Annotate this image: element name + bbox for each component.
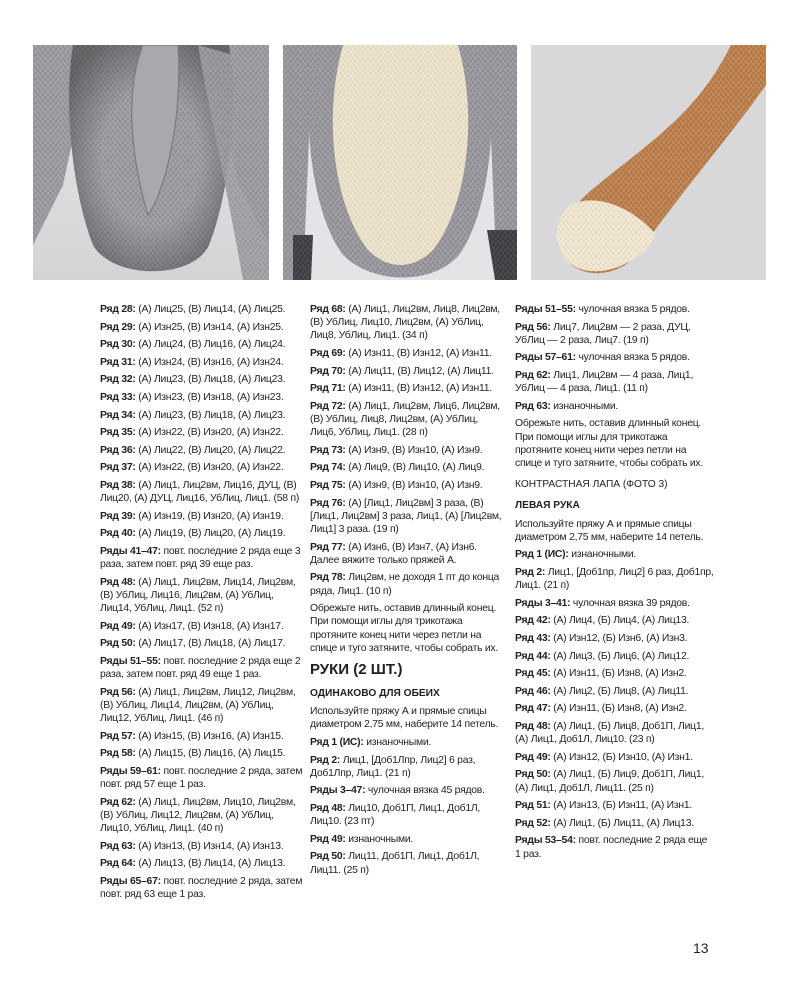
row-label: Ряд 49: <box>310 833 346 845</box>
row-text: Лиц11, Доб1П, Лиц1, Доб1Л, Лиц11. (25 п) <box>310 851 480 876</box>
row-label: Ряд 69: <box>310 348 346 359</box>
row-text: чулочная вязка 39 рядов. <box>570 597 690 609</box>
row-text: (А) Лиц3, (Б) Лиц6, (А) Лиц12. <box>550 650 690 662</box>
row-label: Ряд 48: <box>100 576 136 588</box>
row-label: Ряд 2: <box>515 566 546 578</box>
instruction-row <box>310 802 505 828</box>
row-text: повт. последние 2 ряда, затем повт. ряд 63 еще 1 раз. <box>100 875 303 901</box>
instruction-row <box>310 479 505 492</box>
row-text: повт. последние 2 ряда еще 3 раза, затем повт. ряд 39 еще раз. <box>100 545 301 571</box>
instruction-row <box>515 751 715 764</box>
row-label: Ряд 72: <box>310 400 346 412</box>
row-text: (А) Лиц25, (В) Лиц14, (А) Лиц25. <box>135 304 286 315</box>
row-label: Ряд 2: <box>310 754 341 766</box>
row-label: Ряд 58: <box>100 748 136 760</box>
instruction-row <box>515 369 715 395</box>
row-text: (А) Лиц1, Лиц2вм, Лиц6, Лиц2вм, (В) УбЛиц, Лиц8, Лиц2вм, (А) УбЛиц, Лиц6, УбЛиц, Лиц1. (28 п) <box>310 400 500 439</box>
row-label: Ряд 64: <box>100 858 136 870</box>
row-text: (А) Лиц17, (В) Лиц18, (А) Лиц17. <box>135 638 286 650</box>
instruction-row <box>310 754 505 780</box>
row-label: Ряд 30: <box>100 339 136 351</box>
row-text: (А) Изн11, (Б) Изн8, (А) Изн2. <box>550 668 687 680</box>
instruction-row <box>310 602 505 655</box>
row-label: Ряд 39: <box>100 510 136 522</box>
row-text: (А) Лиц2, (Б) Лиц8, (А) Лиц11. <box>550 685 689 697</box>
row-label: Ряд 33: <box>100 391 136 403</box>
row-label: Ряд 52: <box>515 817 551 829</box>
instruction-row <box>100 620 305 633</box>
row-text: (А) Изн15, (В) Изн16, (А) Изн15. <box>135 730 284 742</box>
row-label: Ряд 62: <box>515 369 551 381</box>
row-text: (А) Изн13, (В) Изн14, (А) Изн13. <box>135 840 284 852</box>
instruction-row <box>515 702 715 715</box>
instruction-row <box>515 548 715 561</box>
instruction-row <box>515 400 715 413</box>
instruction-row <box>515 720 715 746</box>
row-text: (А) Лиц1, (Б) Лиц9, Доб1П, Лиц1, (А) Лиц1, Доб1Л, Лиц11. (25 п) <box>515 769 705 794</box>
instruction-row <box>100 356 305 369</box>
photo-1-bunny-back <box>33 45 269 280</box>
row-text: Лиц2вм, не доходя 1 пт до конца ряда, Лиц1. (10 п) <box>310 572 500 597</box>
row-text: (А) Лиц1, Лиц2вм, Лиц14, Лиц2вм, (В) УбЛиц, Лиц16, Лиц2вм, (А) УбЛиц, Лиц14, УбЛиц, Лиц1. (52 п) <box>100 576 296 615</box>
instruction-row <box>515 597 715 610</box>
row-label: Ряд 43: <box>515 632 551 644</box>
instruction-row <box>100 338 305 351</box>
row-label: Ряд 42: <box>515 615 551 627</box>
row-text: Лиц1, [Доб1пр, Лиц2] 6 раз, Доб1пр, Лиц1. (21 п) <box>515 566 714 592</box>
row-text: (А) Изн23, (В) Изн18, (А) Изн23. <box>135 391 284 403</box>
row-text: (А) Изн11, (В) Изн12, (А) Изн11. <box>345 348 492 359</box>
row-label: Ряд 77: <box>310 541 346 553</box>
row-text: (А) Лиц1, Лиц2вм, Лиц10, Лиц2вм, (В) УбЛиц, Лиц12, Лиц2вм, (А) УбЛиц, Лиц10, УбЛиц, Лиц1. (40 п) <box>100 796 296 835</box>
instruction-row <box>100 637 305 650</box>
instruction-row <box>100 409 305 422</box>
instruction-row <box>100 857 305 870</box>
row-text: (А) Лиц9, (В) Лиц10, (А) Лиц9. <box>345 462 485 474</box>
instruction-row <box>310 303 505 343</box>
text-column-3 <box>515 303 715 865</box>
row-label: Ряд 51: <box>515 800 551 812</box>
row-text: (А) Изн22, (В) Изн20, (А) Изн22. <box>135 462 284 474</box>
row-label: Ряд 46: <box>515 685 551 697</box>
row-label: Ряд 37: <box>100 462 136 474</box>
row-text: изнаночными. <box>363 736 432 748</box>
row-text: (А) Изн13, (Б) Изн11, (А) Изн1. <box>550 800 693 812</box>
instruction-row <box>515 685 715 698</box>
row-text: повт. последние 2 ряда еще 1 раз. <box>515 835 708 860</box>
row-text: чулочная вязка 45 рядов. <box>365 785 485 797</box>
instruction-row <box>100 479 305 505</box>
instruction-row <box>515 321 715 347</box>
row-label: Ряд 35: <box>100 427 136 439</box>
row-label: Ряды 3–41: <box>515 597 571 609</box>
instruction-row <box>310 461 505 474</box>
row-label: Ряд 1 (ИС): <box>310 736 364 748</box>
row-label: Ряды 65–67: <box>100 875 161 887</box>
row-label: Ряд 28: <box>100 304 136 315</box>
row-label: Ряд 48: <box>515 720 551 732</box>
row-label: Ряд 48: <box>310 802 346 814</box>
instruction-row <box>310 705 505 731</box>
row-label: Ряд 62: <box>100 796 136 808</box>
instruction-row <box>515 632 715 645</box>
instruction-row <box>310 347 505 360</box>
row-label: Ряд 49: <box>515 751 551 763</box>
row-text: (А) Лиц19, (В) Лиц20, (А) Лиц19. <box>135 528 286 540</box>
row-text: (А) Изн24, (В) Изн16, (А) Изн24. <box>135 356 284 368</box>
instruction-row <box>310 400 505 440</box>
instruction-row <box>100 655 305 681</box>
row-text: (А) Лиц24, (В) Лиц16, (А) Лиц24. <box>135 339 286 351</box>
instruction-row <box>515 834 715 860</box>
text-column-2 <box>310 303 505 881</box>
row-text: Лиц1, Лиц2вм — 4 раза, Лиц1, УбЛиц — 4 раза, Лиц1. (11 п) <box>515 369 694 395</box>
row-text: (А) Изн22, (В) Изн20, (А) Изн22. <box>135 427 284 439</box>
instruction-row <box>515 417 715 470</box>
instruction-row <box>310 784 505 797</box>
row-label: Ряд 71: <box>310 383 346 395</box>
instruction-row <box>515 667 715 680</box>
instruction-row <box>100 391 305 404</box>
instruction-row <box>515 817 715 830</box>
instruction-row <box>310 541 505 567</box>
instruction-row <box>100 747 305 760</box>
row-label: Ряды 53–54: <box>515 835 576 847</box>
instruction-row <box>100 373 305 386</box>
row-text: повт. последние 2 ряда, затем повт. ряд 57 еще 1 раз. <box>100 765 303 791</box>
instruction-row <box>310 382 505 395</box>
row-text: (А) Изн11, (Б) Изн8, (А) Изн2. <box>550 703 687 715</box>
instruction-row <box>100 444 305 457</box>
instruction-row <box>100 765 305 791</box>
row-label: Ряд 78: <box>310 572 346 584</box>
row-text: Лиц7, Лиц2вм — 2 раза, ДУЦ, УбЛиц — 2 раза, Лиц7. (19 п) <box>515 321 691 346</box>
row-text: Используйте пряжу А и прямые спицы диаметром 2,75 мм, наберите 14 петель. <box>515 518 704 543</box>
row-text: (А) Изн9, (В) Изн10, (А) Изн9. <box>345 444 483 456</box>
row-label: Ряд 38: <box>100 479 136 491</box>
row-text: (А) Изн12, (Б) Изн6, (А) Изн3. <box>550 632 688 644</box>
photo-3-contrast-paw <box>531 45 766 280</box>
instruction-row <box>310 444 505 457</box>
page-number: 13 <box>693 940 709 956</box>
row-text: изнаночными. <box>550 400 619 412</box>
instruction-row <box>515 799 715 812</box>
row-text: (А) Лиц4, (Б) Лиц4, (А) Лиц13. <box>550 615 690 627</box>
row-label: Ряд 63: <box>100 840 136 852</box>
row-label: Ряд 70: <box>310 365 346 377</box>
row-text: (А) Изн25, (В) Изн14, (А) Изн25. <box>135 321 284 333</box>
row-label: Ряд 73: <box>310 444 346 456</box>
subsection-heading: ЛЕВАЯ РУКА <box>515 500 580 512</box>
row-text: (А) Изн9, (В) Изн10, (А) Изн9. <box>345 479 483 491</box>
row-label: Ряд 31: <box>100 356 136 368</box>
instruction-row <box>100 461 305 474</box>
row-text: (А) [Лиц1, Лиц2вм] 3 раза, (В) [Лиц1, Лиц2вм] 3 раза, Лиц1, (А) [Лиц2вм, Лиц1] 3 раза. (19 п) <box>310 497 502 535</box>
row-label: Ряд 32: <box>100 374 136 386</box>
row-text: (А) Лиц1, Лиц2вм, Лиц16, ДУЦ, (В) Лиц20, (А) ДУЦ, Лиц16, УбЛиц, Лиц1. (58 п) <box>100 479 300 505</box>
row-label: Ряд 50: <box>100 638 136 650</box>
row-label: Ряд 68: <box>310 304 346 315</box>
row-label: Ряд 36: <box>100 444 136 456</box>
instruction-row <box>100 576 305 616</box>
row-label: Ряды 59–61: <box>100 765 161 777</box>
row-label: Ряд 56: <box>100 686 136 698</box>
instruction-row <box>515 650 715 663</box>
row-text: (А) Изн11, (В) Изн12, (А) Изн11. <box>345 383 492 395</box>
instruction-row <box>100 875 305 901</box>
instruction-row <box>515 768 715 794</box>
photo-2-bunny-front <box>283 45 517 280</box>
instruction-row <box>100 796 305 836</box>
row-text: чулочная вязка 5 рядов. <box>575 304 690 315</box>
instruction-row <box>100 730 305 743</box>
row-label: Ряд 56: <box>515 321 551 333</box>
instruction-row <box>515 614 715 627</box>
instruction-row <box>515 518 715 544</box>
row-text: чулочная вязка 5 рядов. <box>575 352 690 364</box>
instruction-row <box>100 303 305 316</box>
instruction-row <box>310 833 505 846</box>
instruction-row <box>515 303 715 316</box>
row-label: Ряд 34: <box>100 409 136 421</box>
instruction-row <box>100 426 305 439</box>
instruction-row <box>310 850 505 876</box>
row-text: Обрежьте нить, оставив длинный конец. При помощи иглы для трикотажа протяните конец нити через петли на спице и туго затяните, чтобы собрать их. <box>310 603 499 654</box>
row-label: Ряды 57–61: <box>515 352 576 364</box>
row-label: Ряд 57: <box>100 730 136 742</box>
row-text: (А) Лиц23, (В) Лиц18, (А) Лиц23. <box>135 374 286 386</box>
row-text: (А) Лиц1, (Б) Лиц8, Доб1П, Лиц1, (А) Лиц1, Доб1Л, Лиц10. (23 п) <box>515 720 705 746</box>
row-text: (А) Изн6, (В) Изн7, (А) Изн6. Далее вяжите только пряжей А. <box>310 541 477 566</box>
text-column-1 <box>100 303 305 906</box>
row-text: (А) Лиц11, (В) Лиц12, (А) Лиц11. <box>345 365 494 377</box>
row-text: изнаночными. <box>345 833 414 845</box>
instruction-row <box>310 736 505 749</box>
row-label: Ряд 50: <box>515 769 551 781</box>
row-label: Ряды 51–55: <box>100 655 161 667</box>
row-label: Ряд 75: <box>310 479 346 491</box>
row-label: Ряд 76: <box>310 497 346 509</box>
row-label: Ряд 1 (ИС): <box>515 549 569 561</box>
row-label: Ряд 40: <box>100 528 136 540</box>
row-text: (А) Лиц1, Лиц2вм, Лиц8, Лиц2вм, (В) УбЛиц, Лиц10, Лиц2вм, (А) УбЛиц, Лиц8, УбЛиц, Лиц1. (34 п) <box>310 304 500 342</box>
instruction-row <box>100 321 305 334</box>
row-text: (А) Изн19, (В) Изн20, (А) Изн19. <box>135 510 284 522</box>
row-label: Ряд 63: <box>515 400 551 412</box>
instruction-row <box>100 510 305 523</box>
row-text: (А) Лиц1, Лиц2вм, Лиц12, Лиц2вм, (В) УбЛиц, Лиц14, Лиц2вм, (А) УбЛиц, Лиц12, УбЛиц, Лиц1. (46 п) <box>100 686 296 725</box>
row-text: Используйте пряжу А и прямые спицы диаметром 2,75 мм, наберите 14 петель. <box>310 706 499 731</box>
row-text: (А) Лиц1, (Б) Лиц11, (А) Лиц13. <box>550 817 694 829</box>
row-label: Ряд 44: <box>515 650 551 662</box>
row-text: Лиц10, Доб1П, Лиц1, Доб1Л, Лиц10. (23 пт) <box>310 802 481 828</box>
row-label: Ряд 74: <box>310 462 346 474</box>
row-text: повт. последние 2 ряда еще 2 раза, затем повт. ряд 49 еще 1 раз. <box>100 655 301 681</box>
row-label: Ряды 3–47: <box>310 785 366 797</box>
row-text: изнаночными. <box>568 549 637 561</box>
row-label: Ряд 29: <box>100 321 136 333</box>
instruction-row <box>100 840 305 853</box>
row-text: (А) Лиц13, (В) Лиц14, (А) Лиц13. <box>135 858 286 870</box>
instruction-row <box>100 545 305 571</box>
subsection-heading: КОНТРАСТНАЯ ЛАПА (ФОТО 3) <box>515 479 668 491</box>
row-text: (А) Лиц22, (В) Лиц20, (А) Лиц22. <box>135 444 286 456</box>
row-label: Ряд 49: <box>100 620 136 632</box>
row-text: Обрежьте нить, оставив длинный конец. При помощи иглы для трикотажа протяните конец нити через петли на спице и туго затяните, чтобы собрать их. <box>515 418 704 469</box>
instruction-row <box>100 527 305 540</box>
row-label: Ряд 50: <box>310 851 346 863</box>
row-text: (А) Изн12, (Б) Изн10, (А) Изн1. <box>550 751 693 763</box>
section-heading: РУКИ (2 ШТ.) <box>310 660 403 678</box>
instruction-row <box>515 566 715 592</box>
row-label: Ряды 41–47: <box>100 545 161 557</box>
instruction-row <box>310 365 505 378</box>
row-label: Ряд 45: <box>515 668 551 680</box>
row-text: (А) Лиц15, (В) Лиц16, (А) Лиц15. <box>135 748 286 760</box>
row-text: Лиц1, [Доб1Лпр, Лиц2] 6 раз, Доб1Лпр, Лиц1. (21 п) <box>310 754 476 779</box>
instruction-row <box>100 686 305 726</box>
row-text: (А) Изн17, (В) Изн18, (А) Изн17. <box>135 620 284 632</box>
row-label: Ряды 51–55: <box>515 304 576 315</box>
subsection-heading: ОДИНАКОВО ДЛЯ ОБЕИХ <box>310 687 440 699</box>
instruction-row <box>310 571 505 597</box>
row-text: (А) Лиц23, (В) Лиц18, (А) Лиц23. <box>135 409 286 421</box>
instruction-row <box>310 497 505 537</box>
instruction-row <box>515 351 715 364</box>
row-label: Ряд 47: <box>515 703 551 715</box>
